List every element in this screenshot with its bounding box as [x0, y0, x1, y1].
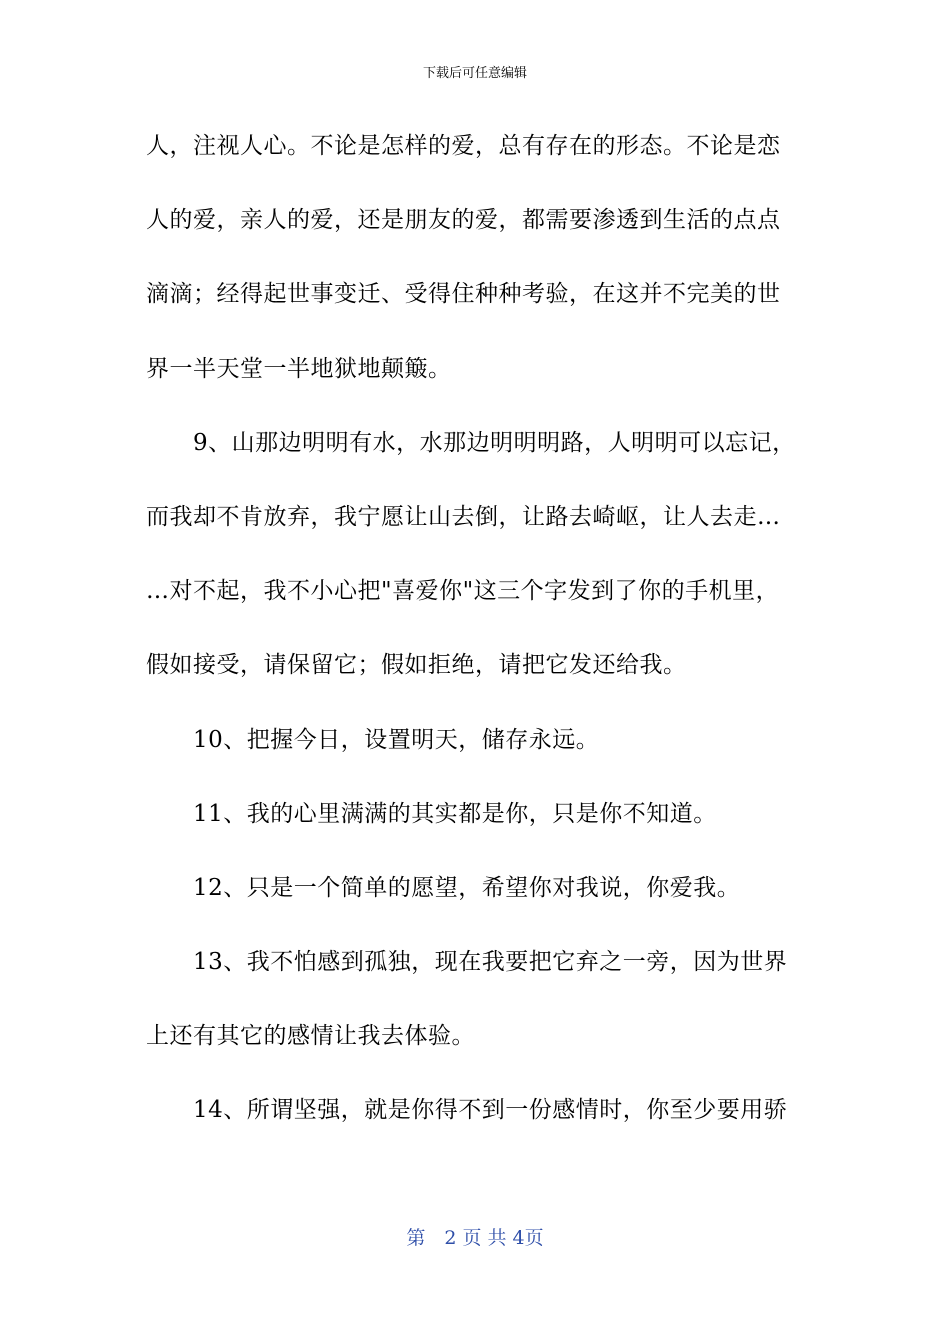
text-line: 假如接受，请保留它；假如拒绝，请把它发还给我。 — [146, 652, 687, 679]
document-body — [146, 120, 796, 1155]
page-header: 下载后可任意编辑 — [422, 66, 527, 81]
text-line: 13、我不怕感到孤独，现在我要把它弃之一旁，因为世界 — [146, 949, 788, 976]
text-line: 11、我的心里满满的其实都是你，只是你不知道。 — [146, 800, 717, 827]
text-line: 上还有其它的感情让我去体验。 — [146, 1023, 475, 1050]
text-line: …对不起，我不小心把"喜爱你"这三个字发到了你的手机里， — [146, 578, 780, 605]
text-line: 滴滴；经得起世事变迁、受得住种种考验，在这并不完美的世 — [146, 281, 781, 308]
text-line: 10、把握今日，设置明天，储存永远。 — [146, 726, 600, 753]
text-line: 12、只是一个简单的愿望，希望你对我说，你爱我。 — [146, 874, 741, 901]
text-line: 而我却不肯放弃，我宁愿让山去倒，让路去崎岖，让人去走… — [146, 503, 781, 530]
text-line: 人的爱，亲人的爱，还是朋友的爱，都需要渗透到生活的点点 — [146, 207, 781, 234]
text-line: 9、山那边明明有水，水那边明明明路，人明明可以忘记， — [146, 429, 796, 456]
text-line: 界一半天堂一半地狱地颠簸。 — [146, 355, 452, 382]
text-line: 人，注视人心。不论是怎样的爱，总有存在的形态。不论是恋 — [146, 133, 781, 159]
text-line: 14、所谓坚强，就是你得不到一份感情时，你至少要用骄 — [146, 1097, 788, 1124]
page-number-footer: 第 2 页 共 4页 — [406, 1227, 544, 1249]
